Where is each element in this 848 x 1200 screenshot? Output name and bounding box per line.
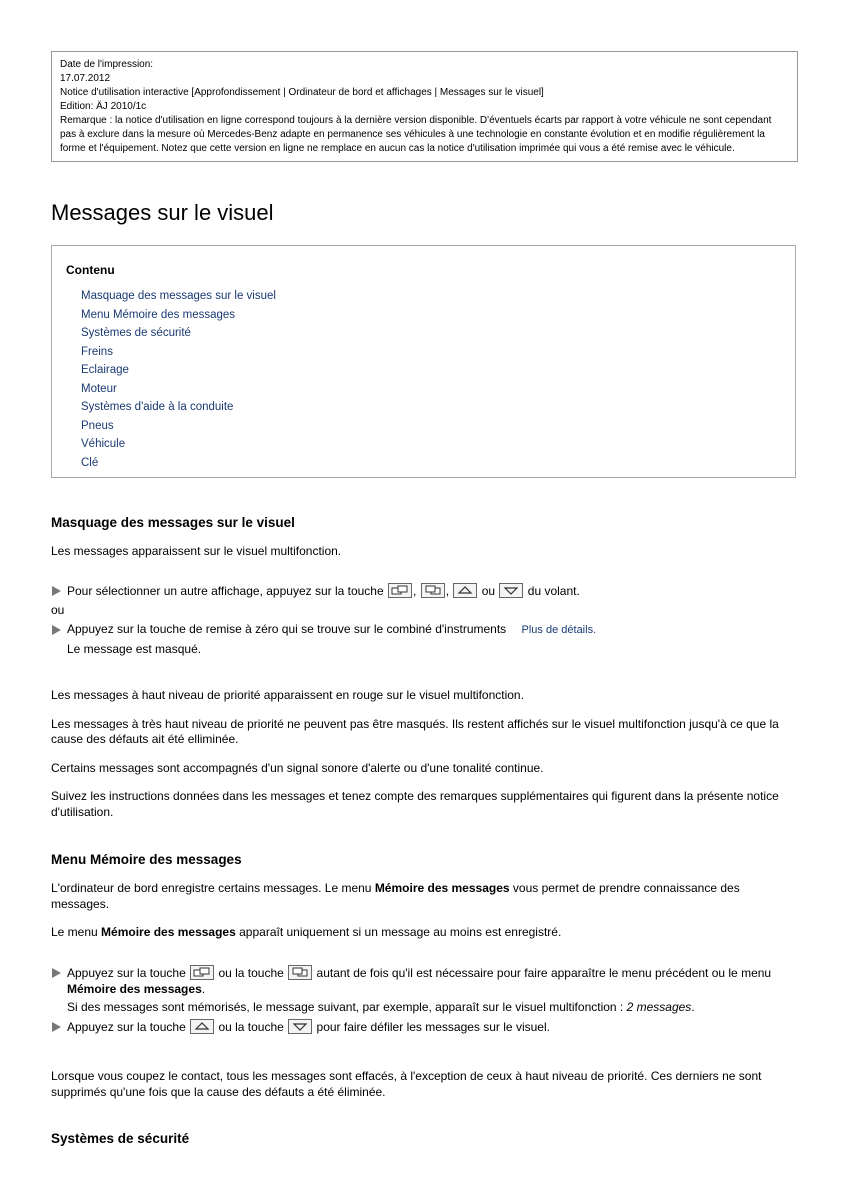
step-result: Si des messages sont mémorisés, le message suivant, par exemple, apparaît sur le visuel multifonction : 2 messages.	[67, 1000, 695, 1014]
print-date-label: Date de l'impression:	[60, 59, 154, 70]
step-list	[51, 583, 796, 657]
toc-link-securite[interactable]: Systèmes de sécurité	[81, 327, 191, 339]
step-list	[51, 965, 796, 1035]
print-info-box	[51, 51, 798, 162]
section-memoire-footer	[51, 1069, 796, 1100]
toc-link-eclairage[interactable]: Eclairage	[81, 364, 129, 376]
arrow-bullet-icon	[52, 1022, 61, 1032]
arrow-up-key-icon	[453, 583, 477, 598]
paragraph: Lorsque vous coupez le contact, tous les messages sont effacés, à l'exception de ceux à haut niveau de priorité. Ces derniers ne sont supprimés qu'une fois que la cause des défauts a été éliminée.	[51, 1069, 762, 1099]
paragraph: Les messages à très haut niveau de priorité ne peuvent pas être masqués. Ils restent affichés sur le visuel multifonction jusqu'à ce que la cause des défauts ait été elliminée.	[51, 716, 779, 746]
toc-link-freins[interactable]: Freins	[81, 345, 113, 358]
or-text: ou	[51, 602, 65, 617]
step-text: Appuyez sur la touche de remise à zéro qui se trouve sur le combiné d'instruments	[67, 622, 507, 636]
instruction-step: Appuyez sur la touche ou la touche pour faire défiler les messages sur le visuel.	[51, 1019, 796, 1036]
display-forward-key-icon	[421, 583, 445, 598]
paragraph: Les messages apparaissent sur le visuel multifonction.	[51, 544, 342, 558]
separator: ,	[445, 584, 450, 598]
arrow-up-key-icon	[190, 1019, 214, 1034]
display-back-key-icon	[190, 965, 214, 980]
step-text: Pour sélectionner un autre affichage, appuyez sur la touche	[67, 584, 384, 598]
separator: ,	[413, 584, 417, 598]
more-details-link[interactable]: Plus de détails.	[521, 624, 597, 636]
paragraph: Certains messages sont accompagnés d'un signal sonore d'alerte ou d'une tonalité continue.	[51, 760, 544, 775]
toc-link-memoire[interactable]: Menu Mémoire des messages	[81, 308, 236, 321]
section-masquage-body	[51, 688, 796, 820]
section-heading: Systèmes de sécurité	[51, 1131, 190, 1146]
table-of-contents	[51, 245, 796, 478]
breadcrumb: Notice d'utilisation interactive [Approfondissement | Ordinateur de bord et affichages | Messages sur le visuel]	[60, 87, 544, 98]
section-memoire	[51, 851, 796, 869]
arrow-bullet-icon	[52, 625, 61, 635]
section-memoire-body	[51, 881, 796, 941]
display-forward-key-icon	[288, 965, 312, 980]
paragraph: Les messages à haut niveau de priorité apparaissent en rouge sur le visuel multifonction.	[51, 688, 524, 702]
toc-link-vehicule[interactable]: Véhicule	[81, 438, 126, 450]
instruction-step: Appuyez sur la touche ou la touche autant de fois qu'il est nécessaire pour faire apparaître le menu précédent ou le menu Mémoire des messages. Si des messages sont mémorisés, le message suivant, par exemple, apparaît sur le visuel multifonction : 2 messages.	[51, 965, 796, 1016]
arrow-down-key-icon	[288, 1019, 312, 1034]
instruction-step	[51, 622, 796, 657]
arrow-bullet-icon	[52, 586, 61, 596]
toc-link-aide-conduite[interactable]: Systèmes d'aide à la conduite	[81, 401, 234, 413]
section-masquage	[51, 514, 796, 532]
toc-link-masquage[interactable]: Masquage des messages sur le visuel	[81, 290, 276, 302]
toc-link-cle[interactable]: Clé	[81, 456, 99, 469]
page-title: Messages sur le visuel	[51, 200, 274, 225]
section-masquage-intro	[51, 544, 796, 560]
edition: Edition: ÄJ 2010/1c	[60, 101, 147, 112]
toc-list	[81, 287, 795, 472]
paragraph: Le menu Mémoire des messages apparaît uniquement si un message au moins est enregistré.	[51, 925, 562, 939]
arrow-down-key-icon	[499, 583, 523, 598]
section-securite	[51, 1130, 796, 1148]
step-text: du volant.	[527, 584, 580, 598]
toc-link-moteur[interactable]: Moteur	[81, 382, 117, 395]
display-back-key-icon	[388, 583, 412, 598]
print-date: 17.07.2012	[60, 73, 111, 84]
separator: ou	[481, 584, 496, 598]
paragraph: L'ordinateur de bord enregistre certains messages. Le menu Mémoire des messages vous permet de prendre connaissance des messages.	[51, 881, 740, 911]
arrow-bullet-icon	[52, 968, 61, 978]
paragraph: Suivez les instructions données dans les messages et tenez compte des remarques supplémentaires qui figurent dans la présente notice d'utilisation.	[51, 789, 779, 819]
section-heading: Menu Mémoire des messages	[51, 852, 242, 867]
step-result: Le message est masqué.	[67, 641, 202, 656]
toc-link-pneus[interactable]: Pneus	[81, 419, 114, 432]
instruction-step	[51, 583, 796, 600]
toc-title: Contenu	[66, 263, 115, 277]
remark: Remarque : la notice d'utilisation en ligne correspond toujours à la dernière version disponible. D'éventuels écarts par rapport à votre véhicule ne sont cependant pas à exclure dans la mesure où Mercedes-Benz adapte en permanence ses véhicules à une technologie en constante évolution et en modifie régulièrement la forme et l'équipement. Notez que cette version en ligne ne remplace en aucun cas la notice d'utilisation imprimée qui vous a été remise avec le véhicule.	[60, 115, 772, 154]
section-heading: Masquage des messages sur le visuel	[51, 515, 295, 530]
